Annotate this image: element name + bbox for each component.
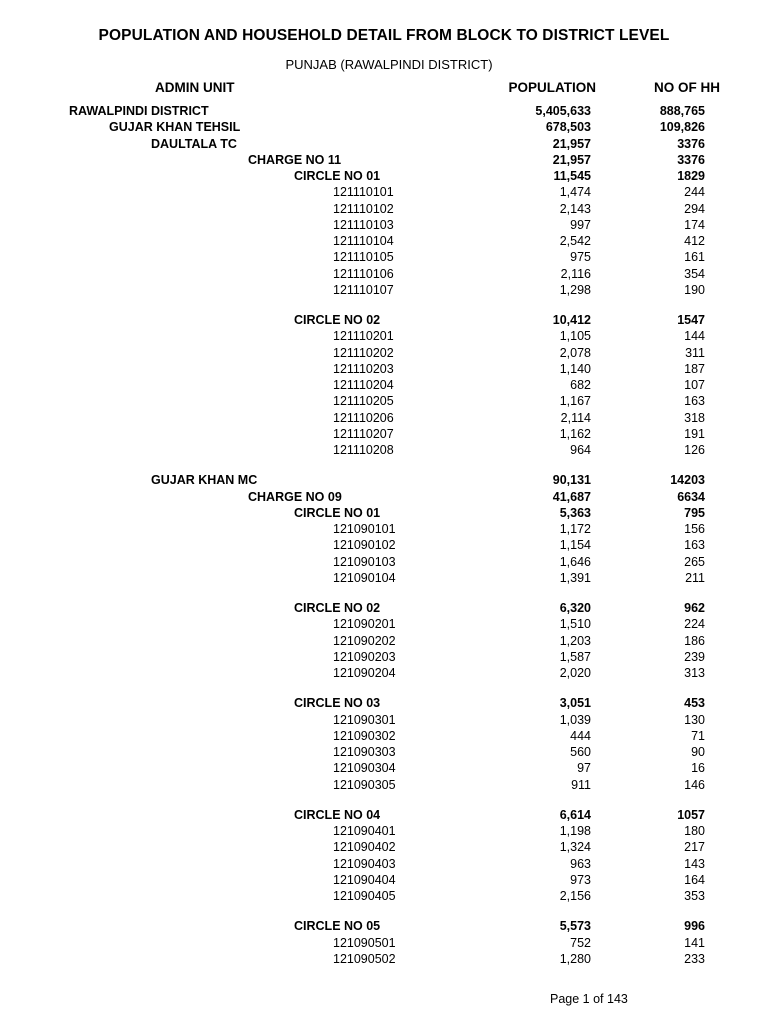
admin-unit-name: CHARGE NO 11	[248, 152, 342, 167]
column-header-households: NO OF HH	[654, 80, 720, 95]
table-row	[0, 312, 768, 328]
households-value: 265	[684, 554, 705, 569]
page-number: Page 1 of 143	[550, 992, 628, 1006]
population-value: 1,587	[559, 649, 591, 664]
table-row	[0, 505, 768, 521]
households-value: 233	[684, 951, 705, 966]
population-value: 21,957	[552, 152, 591, 167]
admin-unit-name: GUJAR KHAN MC	[151, 473, 258, 488]
population-value: 1,172	[559, 522, 591, 536]
table-row	[0, 839, 768, 855]
admin-unit-name: 121090201	[333, 617, 396, 632]
admin-unit-name: 121090305	[333, 777, 396, 792]
households-value: 191	[684, 426, 705, 441]
row-spacer	[0, 793, 768, 807]
table-row	[0, 119, 768, 135]
population-value: 2,020	[559, 666, 591, 680]
admin-unit-name: 121110103	[333, 217, 394, 232]
table-row	[0, 554, 768, 570]
admin-unit-name: 121110101	[333, 185, 394, 200]
table-row	[0, 393, 768, 409]
page-subtitle: PUNJAB (RAWALPINDI DISTRICT)	[285, 57, 493, 72]
population-value: 752	[570, 935, 591, 950]
population-value: 10,412	[552, 313, 591, 327]
population-value: 2,143	[559, 201, 591, 216]
households-value: 126	[684, 443, 705, 457]
population-value: 2,078	[559, 345, 591, 360]
population-value: 5,363	[559, 505, 591, 520]
table-row	[0, 361, 768, 377]
table-row	[0, 282, 768, 298]
population-value: 1,162	[559, 426, 591, 441]
table-row	[0, 184, 768, 200]
table-row	[0, 935, 768, 951]
households-value: 130	[684, 712, 705, 727]
population-value: 5,573	[559, 919, 591, 934]
table-row	[0, 570, 768, 586]
table-row	[0, 695, 768, 711]
admin-unit-name: 121090204	[333, 666, 396, 680]
population-value: 1,203	[559, 633, 591, 648]
population-value: 560	[570, 745, 591, 759]
population-value: 678,503	[545, 120, 591, 135]
admin-unit-name: 121090303	[333, 745, 396, 759]
admin-unit-name: 121110102	[333, 201, 394, 216]
households-value: 163	[684, 394, 705, 409]
table-row	[0, 521, 768, 537]
households-value: 3376	[677, 136, 705, 151]
table-row	[0, 489, 768, 505]
population-value: 2,156	[559, 889, 591, 903]
admin-unit-name: 121110206	[333, 410, 394, 425]
table-row	[0, 918, 768, 934]
admin-unit-name: 121090405	[333, 889, 396, 903]
table-row	[0, 760, 768, 776]
table-row	[0, 665, 768, 681]
population-value: 1,324	[559, 840, 591, 855]
population-value: 2,114	[560, 410, 591, 425]
households-value: 164	[684, 872, 705, 887]
households-value: 16	[691, 761, 705, 776]
column-header-population: POPULATION	[508, 80, 596, 95]
page-title: POPULATION AND HOUSEHOLD DETAIL FROM BLOCK TO DISTRICT LEVEL	[98, 27, 670, 44]
population-value: 975	[570, 250, 591, 265]
admin-unit-name: 121110107	[333, 282, 394, 297]
population-value: 1,298	[559, 282, 591, 297]
households-value: 141	[684, 935, 705, 950]
admin-unit-name: DAULTALA TC	[151, 136, 237, 151]
table-row	[0, 249, 768, 265]
population-value: 90,131	[552, 473, 591, 488]
households-value: 1057	[677, 807, 705, 822]
population-value: 1,105	[559, 329, 591, 344]
households-value: 156	[684, 522, 705, 536]
table-row	[0, 649, 768, 665]
admin-unit-name: 121110106	[333, 266, 394, 281]
households-value: 71	[691, 728, 705, 743]
admin-unit-name: CHARGE NO 09	[248, 489, 342, 504]
population-value: 1,280	[559, 951, 591, 966]
households-value: 90	[691, 745, 705, 759]
admin-unit-name: 121090502	[333, 951, 396, 966]
table-row	[0, 345, 768, 361]
households-value: 14203	[670, 473, 705, 488]
population-value: 21,957	[552, 136, 591, 151]
households-value: 453	[684, 696, 705, 711]
table-row	[0, 616, 768, 632]
population-value: 2,542	[559, 234, 591, 248]
admin-unit-name: 121110201	[333, 329, 394, 344]
households-value: 239	[684, 649, 705, 664]
admin-unit-name: CIRCLE NO 03	[294, 696, 381, 711]
admin-unit-name: CIRCLE NO 04	[294, 807, 381, 822]
population-value: 997	[570, 217, 591, 232]
table-row	[0, 888, 768, 904]
population-value: 964	[570, 443, 591, 457]
table-row	[0, 217, 768, 233]
households-value: 180	[684, 824, 705, 838]
population-value: 682	[570, 378, 591, 392]
table-row	[0, 103, 768, 119]
households-value: 174	[684, 217, 705, 232]
admin-unit-name: 121110203	[333, 361, 394, 376]
admin-unit-name: 121110205	[333, 394, 394, 409]
admin-unit-name: RAWALPINDI DISTRICT	[69, 104, 209, 118]
households-value: 311	[685, 345, 705, 360]
table-row	[0, 328, 768, 344]
table-row	[0, 537, 768, 553]
households-value: 795	[684, 505, 705, 520]
households-value: 107	[684, 378, 705, 392]
table-row	[0, 807, 768, 823]
population-value: 1,140	[559, 361, 591, 376]
households-value: 6634	[677, 489, 705, 504]
population-value: 911	[571, 777, 591, 792]
population-value: 6,614	[559, 807, 591, 822]
table-row	[0, 377, 768, 393]
admin-unit-name: 121110208	[333, 443, 394, 457]
admin-unit-name: 121090401	[333, 824, 396, 838]
admin-unit-name: CIRCLE NO 01	[294, 505, 381, 520]
table-row	[0, 168, 768, 184]
households-value: 354	[684, 266, 705, 281]
admin-unit-name: CIRCLE NO 05	[294, 919, 381, 934]
admin-unit-name: 121110202	[333, 345, 394, 360]
population-value: 97	[577, 761, 591, 776]
households-value: 217	[684, 840, 705, 855]
population-value: 444	[570, 728, 591, 743]
admin-unit-name: CIRCLE NO 02	[294, 313, 381, 327]
admin-unit-name: 121090302	[333, 728, 396, 743]
admin-unit-name: 121110204	[333, 378, 394, 392]
households-value: 143	[684, 856, 705, 871]
households-value: 187	[684, 361, 705, 376]
admin-unit-name: 121090404	[333, 872, 396, 887]
households-value: 313	[684, 666, 705, 680]
table-row	[0, 712, 768, 728]
population-value: 1,167	[559, 394, 591, 409]
households-value: 3376	[677, 152, 705, 167]
admin-unit-name: 121090301	[333, 712, 396, 727]
households-value: 1829	[677, 169, 705, 183]
data-table	[0, 103, 768, 967]
households-value: 353	[684, 889, 705, 903]
population-value: 963	[570, 856, 591, 871]
admin-unit-name: 121090403	[333, 856, 396, 871]
table-row	[0, 872, 768, 888]
column-header-admin-unit: ADMIN UNIT	[155, 80, 235, 95]
population-value: 11,545	[553, 169, 591, 183]
admin-unit-name: 121090202	[333, 633, 396, 648]
households-value: 996	[684, 919, 705, 934]
admin-unit-name: 121090104	[333, 570, 396, 585]
admin-unit-name: 121090103	[333, 554, 396, 569]
table-row	[0, 823, 768, 839]
row-spacer	[0, 681, 768, 695]
admin-unit-name: 121110207	[333, 426, 394, 441]
population-value: 1,510	[559, 617, 591, 632]
admin-unit-name: 121090402	[333, 840, 396, 855]
table-row	[0, 633, 768, 649]
admin-unit-name: GUJAR KHAN TEHSIL	[109, 120, 241, 135]
households-value: 412	[684, 234, 705, 248]
row-spacer	[0, 458, 768, 472]
admin-unit-name: 121090501	[333, 935, 396, 950]
table-row	[0, 442, 768, 458]
table-row	[0, 744, 768, 760]
admin-unit-name: 121090203	[333, 649, 396, 664]
admin-unit-name: 121090304	[333, 761, 396, 776]
table-row	[0, 152, 768, 168]
households-value: 186	[684, 633, 705, 648]
table-row	[0, 136, 768, 152]
admin-unit-name: CIRCLE NO 01	[294, 169, 381, 183]
households-value: 211	[685, 570, 705, 585]
table-row	[0, 233, 768, 249]
population-value: 1,646	[559, 554, 591, 569]
row-spacer	[0, 298, 768, 312]
population-value: 6,320	[559, 601, 591, 615]
households-value: 146	[684, 777, 705, 792]
households-value: 888,765	[659, 104, 705, 118]
table-row	[0, 856, 768, 872]
table-row	[0, 410, 768, 426]
table-row	[0, 951, 768, 967]
table-row	[0, 426, 768, 442]
population-value: 1,039	[559, 712, 591, 727]
households-value: 224	[684, 617, 705, 632]
table-row	[0, 728, 768, 744]
table-row	[0, 201, 768, 217]
population-value: 1,154	[559, 538, 591, 553]
households-value: 244	[684, 185, 705, 200]
table-row	[0, 777, 768, 793]
table-header	[0, 80, 768, 98]
households-value: 144	[684, 329, 705, 344]
admin-unit-name: 121110105	[333, 250, 394, 265]
table-row	[0, 266, 768, 282]
admin-unit-name: 121090101	[333, 522, 396, 536]
households-value: 190	[684, 282, 705, 297]
population-value: 973	[570, 872, 591, 887]
households-value: 163	[684, 538, 705, 553]
population-value: 5,405,633	[535, 104, 591, 118]
population-value: 1,391	[559, 570, 591, 585]
households-value: 161	[684, 250, 705, 265]
admin-unit-name: 121090102	[333, 538, 396, 553]
population-value: 41,687	[552, 489, 591, 504]
households-value: 109,826	[659, 120, 705, 135]
row-spacer	[0, 586, 768, 600]
population-value: 3,051	[559, 696, 591, 711]
households-value: 1547	[677, 313, 705, 327]
households-value: 294	[684, 201, 705, 216]
population-value: 1,474	[559, 185, 591, 200]
households-value: 962	[684, 601, 705, 615]
admin-unit-name: CIRCLE NO 02	[294, 601, 381, 615]
table-row	[0, 600, 768, 616]
admin-unit-name: 121110104	[333, 234, 394, 248]
table-row	[0, 472, 768, 488]
row-spacer	[0, 904, 768, 918]
population-value: 2,116	[560, 266, 591, 281]
population-value: 1,198	[559, 824, 591, 838]
households-value: 318	[684, 410, 705, 425]
